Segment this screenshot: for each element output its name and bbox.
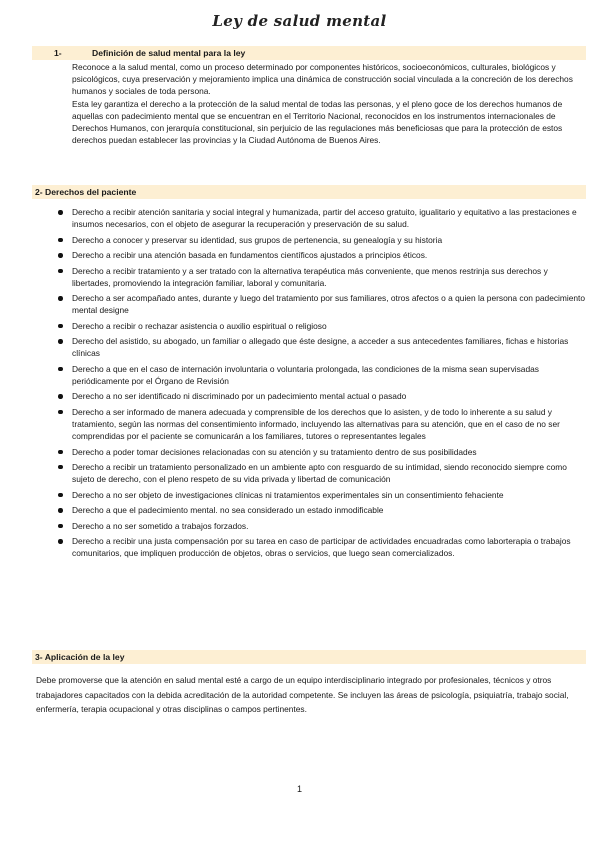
list-item: Derecho a recibir una justa compensación por su tarea en caso de participar de actividades encuadradas como laborterapia o trabajos comunitarios, que impliquen producción de objetos, obras o servicios, que luego sean comercializados. xyxy=(58,535,586,559)
page-number: 1 xyxy=(296,784,302,794)
list-item: Derecho a recibir una atención basada en fundamentos científicos ajustados a principios éticos. xyxy=(58,249,586,261)
list-item: Derecho a recibir un tratamiento personalizado en un ambiente apto con resguardo de su intimidad, siendo reconocido siempre como sujeto de derecho, con el pleno respeto de su vida privada y libertad de comunicación xyxy=(58,461,586,485)
document-title: Ley de salud mental xyxy=(212,12,387,30)
list-item: Derecho a no ser sometido a trabajos forzados. xyxy=(58,520,586,532)
list-item: Derecho del asistido, su abogado, un familiar o allegado que éste designe, a acceder a sus antecedentes familiares, fichas e historias clínicas xyxy=(58,335,586,359)
section-3-body: Debe promoverse que la atención en salud mental esté a cargo de un equipo interdisciplinario integrado por profesionales, técnicos y otros trabajadores capacitados con la debida acreditación de la autoridad competente. Se incluyen las áreas de psicología, psiquiatría, trabajo social, enfermería, terapia ocupacional y otras disciplinas o campos pertinentes. xyxy=(36,675,569,715)
list-item: Derecho a recibir o rechazar asistencia o auxilio espiritual o religioso xyxy=(58,320,586,332)
section-3-heading: 3- Aplicación de la ley xyxy=(32,650,586,664)
list-item: Derecho a conocer y preservar su identidad, sus grupos de pertenencia, su genealogía y su historia xyxy=(58,234,586,246)
list-item: Derecho a no ser identificado ni discriminado por un padecimiento mental actual o pasado xyxy=(58,390,586,402)
list-item: Derecho a no ser objeto de investigaciones clínicas ni tratamientos experimentales sin un consentimiento fehaciente xyxy=(58,489,586,501)
list-item: Derecho a poder tomar decisiones relacionadas con su atención y su tratamiento dentro de sus posibilidades xyxy=(58,446,586,458)
section-2-heading: 2- Derechos del paciente xyxy=(32,185,586,199)
section-1-number: 1- xyxy=(54,48,62,58)
list-item: Derecho a ser acompañado antes, durante y luego del tratamiento por sus familiares, otros afectos o a quien la persona con padecimiento mental designe xyxy=(58,292,586,316)
section-1-heading xyxy=(32,46,586,60)
section-1-paragraph: Reconoce a la salud mental, como un proceso determinado por componentes históricos, socioeconómicos, culturales, biológicos y psicológicos, cuya preservación y mejoramiento implica una dinámica de construcción social vinculada a la concreción de los derechos humanos y sociales de toda persona. xyxy=(72,62,573,97)
section-1-paragraph: Esta ley garantiza el derecho a la protección de la salud mental de todas las personas, y el pleno goce de los derechos humanos de aquellas con padecimiento mental que se encuentran en el Territorio Nacional, reconocidos en los instrumentos internacionales de Derechos Humanos, con jerarquía constitucional, sin perjuicio de las regulaciones más beneficiosas que para la protección de estos derechos puedan establecer las provincias y la Ciudad Autónoma de Buenos Aires. xyxy=(72,98,563,146)
section-1-body xyxy=(72,61,586,146)
list-item: Derecho a recibir tratamiento y a ser tratado con la alternativa terapéutica más conveniente, que menos restrinja sus derechos y libertades, promoviendo la integración familiar, laboral y comunitaria. xyxy=(58,265,586,289)
list-item: Derecho a ser informado de manera adecuada y comprensible de los derechos que lo asisten, y de todo lo inherente a su salud y tratamiento, según las normas del consentimiento informado, incluyendo las alternativas para su atención, que en el caso de no ser comprendidas por el paciente se comunicarán a los familiares, tutores o representantes legales xyxy=(58,406,586,442)
rights-list xyxy=(58,206,586,563)
list-item: Derecho a recibir atención sanitaria y social integral y humanizada, partir del acceso gratuito, igualitario y equitativo a las prestaciones e insumos necesarios, con el objeto de asegurar la recuperación y preservación de su salud. xyxy=(58,206,586,230)
list-item: Derecho a que el padecimiento mental. no sea considerado un estado inmodificable xyxy=(58,504,586,516)
section-1-heading-text: Definición de salud mental para la ley xyxy=(92,48,246,58)
list-item: Derecho a que en el caso de internación involuntaria o voluntaria prolongada, las condiciones de la misma sean supervisadas periódicamente por el Órgano de Revisión xyxy=(58,363,586,387)
